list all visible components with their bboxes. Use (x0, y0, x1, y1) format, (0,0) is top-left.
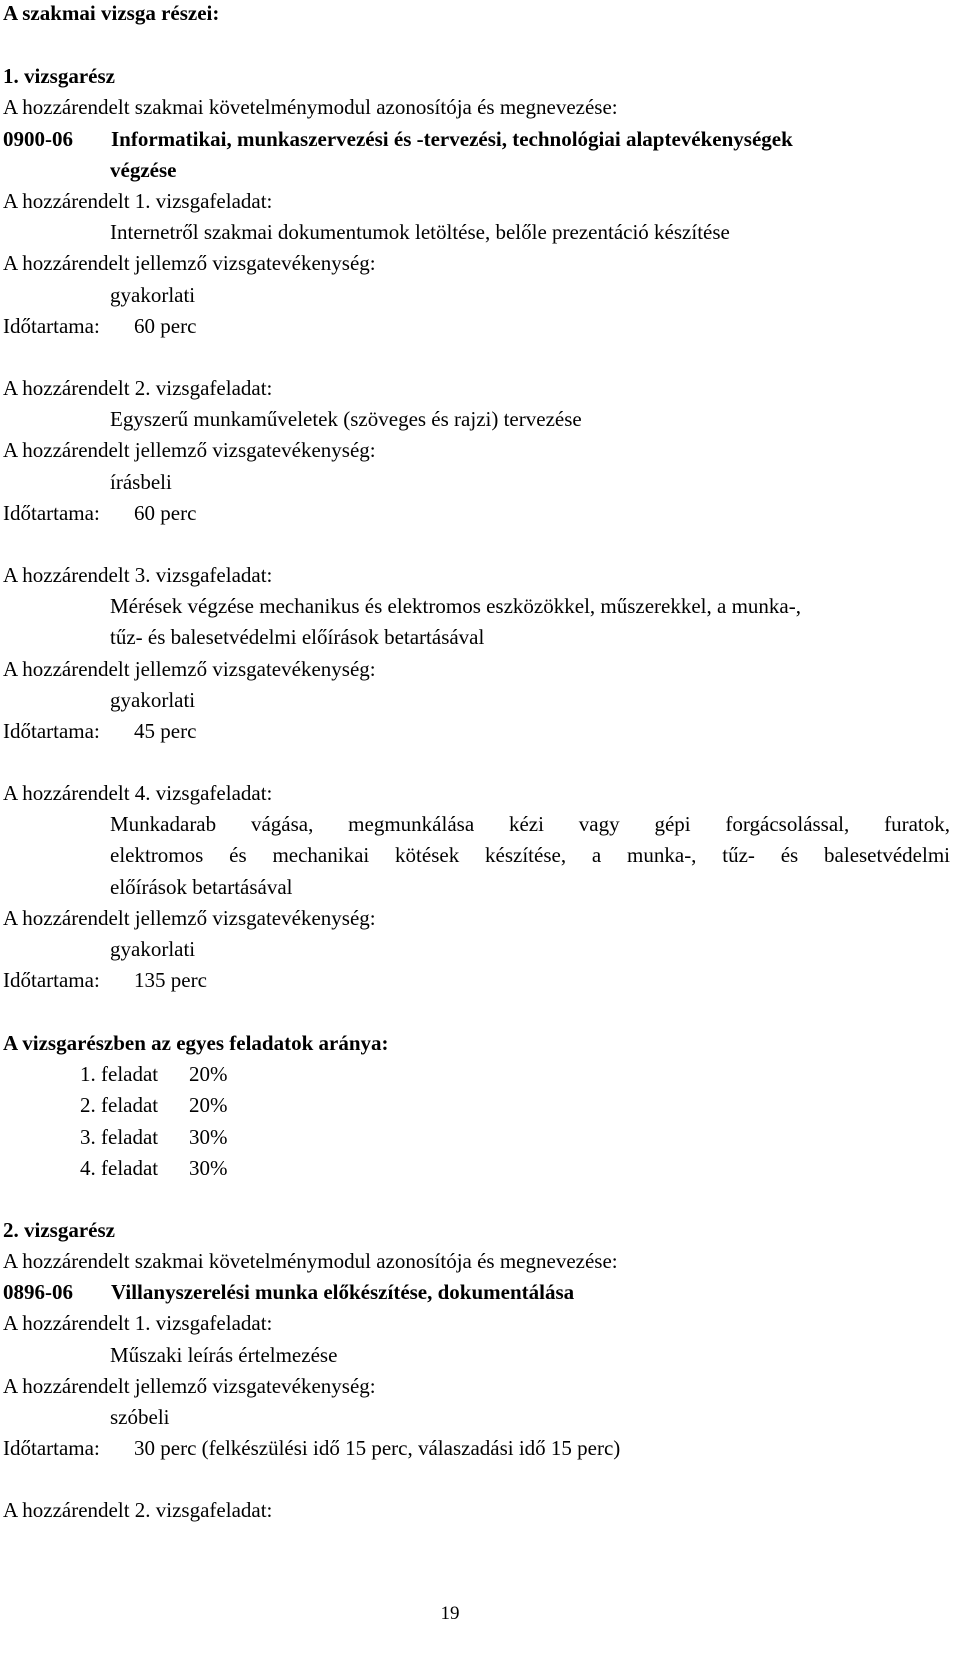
task2-description: Egyszerű munkaműveletek (szöveges és rajzi) tervezése (110, 407, 582, 431)
ratio-row (80, 1127, 228, 1148)
part2-title: 2. vizsgarész (3, 1218, 115, 1242)
task2-duration-value: 60 perc (134, 501, 197, 525)
task1-description: Internetről szakmai dokumentumok letöltése, belőle prezentáció készítése (110, 220, 730, 244)
part2-task1-activity-label: A hozzárendelt jellemző vizsgatevékenység: (3, 1374, 376, 1398)
task4-description-line3: előírások betartásával (110, 875, 293, 899)
task3-duration-value: 45 perc (134, 719, 197, 743)
part1-module-code: 0900-06 (3, 127, 73, 151)
ratio-task: 4. feladat (80, 1156, 159, 1180)
ratio-task: 2. feladat (80, 1093, 159, 1117)
part2-task2-label: A hozzárendelt 2. vizsgafeladat: (3, 1498, 273, 1522)
task1-activity: gyakorlati (110, 283, 196, 307)
task3-activity-label: A hozzárendelt jellemző vizsgatevékenység: (3, 657, 376, 681)
task4-duration (3, 970, 207, 991)
part1-module-label: A hozzárendelt szakmai követelménymodul azonosítója és megnevezése: (3, 95, 618, 119)
part2-task1-label: A hozzárendelt 1. vizsgafeladat: (3, 1311, 273, 1335)
part2-module-code: 0896-06 (3, 1280, 73, 1304)
task1-duration-value: 60 perc (134, 314, 197, 338)
ratio-percent: 20% (189, 1093, 228, 1117)
part2-module-label: A hozzárendelt szakmai követelménymodul azonosítója és megnevezése: (3, 1249, 618, 1273)
task1-duration-label: Időtartama: (3, 314, 100, 338)
part1-module-name-cont: végzése (110, 158, 177, 182)
task4-description-line2: elektromos és mechanikai kötések készítése, a munka-, tűz- és balesetvédelmi (110, 843, 950, 867)
task2-activity: írásbeli (110, 470, 172, 494)
task3-duration-label: Időtartama: (3, 719, 100, 743)
task4-duration-label: Időtartama: (3, 968, 100, 992)
part1-module-name: Informatikai, munkaszervezési és -tervezési, technológiai alaptevékenységek (111, 127, 793, 151)
ratio-row (80, 1064, 228, 1085)
task3-label: A hozzárendelt 3. vizsgafeladat: (3, 563, 273, 587)
ratio-row (80, 1095, 228, 1116)
task2-duration (3, 503, 196, 524)
task3-description-line1: Mérések végzése mechanikus és elektromos eszközökkel, műszerekkel, a munka-, (110, 594, 801, 618)
part2-module-name: Villanyszerelési munka előkészítése, dokumentálása (111, 1280, 575, 1304)
task1-activity-label: A hozzárendelt jellemző vizsgatevékenység: (3, 251, 376, 275)
part2-task1-activity: szóbeli (110, 1405, 170, 1429)
task2-label: A hozzárendelt 2. vizsgafeladat: (3, 376, 273, 400)
ratio-percent: 20% (189, 1062, 228, 1086)
ratio-title: A vizsgarészben az egyes feladatok aránya: (3, 1031, 389, 1055)
page-number: 19 (440, 1603, 460, 1624)
part2-task1-duration (3, 1438, 620, 1459)
part2-task1-duration-value: 30 perc (felkészülési idő 15 perc, válaszadási idő 15 perc) (134, 1436, 621, 1460)
task1-duration (3, 316, 196, 337)
task4-label: A hozzárendelt 4. vizsgafeladat: (3, 781, 273, 805)
task1-label: A hozzárendelt 1. vizsgafeladat: (3, 189, 273, 213)
part2-task1-description: Műszaki leírás értelmezése (110, 1343, 338, 1367)
task4-activity-label: A hozzárendelt jellemző vizsgatevékenység: (3, 906, 376, 930)
task3-description-line2: tűz- és balesetvédelmi előírások betartásával (110, 625, 485, 649)
part1-title: 1. vizsgarész (3, 64, 115, 88)
task3-activity: gyakorlati (110, 688, 196, 712)
ratio-row (80, 1158, 228, 1179)
ratio-percent: 30% (189, 1125, 228, 1149)
part2-task1-duration-label: Időtartama: (3, 1436, 100, 1460)
part2-module (3, 1282, 574, 1303)
ratio-task: 1. feladat (80, 1062, 159, 1086)
part1-module (3, 129, 793, 150)
page-heading: A szakmai vizsga részei: (3, 1, 220, 25)
ratio-task: 3. feladat (80, 1125, 159, 1149)
task4-description-line1: Munkadarab vágása, megmunkálása kézi vagy gépi forgácsolással, furatok, (110, 812, 950, 836)
ratio-percent: 30% (189, 1156, 228, 1180)
task2-duration-label: Időtartama: (3, 501, 100, 525)
task2-activity-label: A hozzárendelt jellemző vizsgatevékenység: (3, 438, 376, 462)
task3-duration (3, 721, 196, 742)
task4-duration-value: 135 perc (134, 968, 207, 992)
task4-activity: gyakorlati (110, 937, 196, 961)
